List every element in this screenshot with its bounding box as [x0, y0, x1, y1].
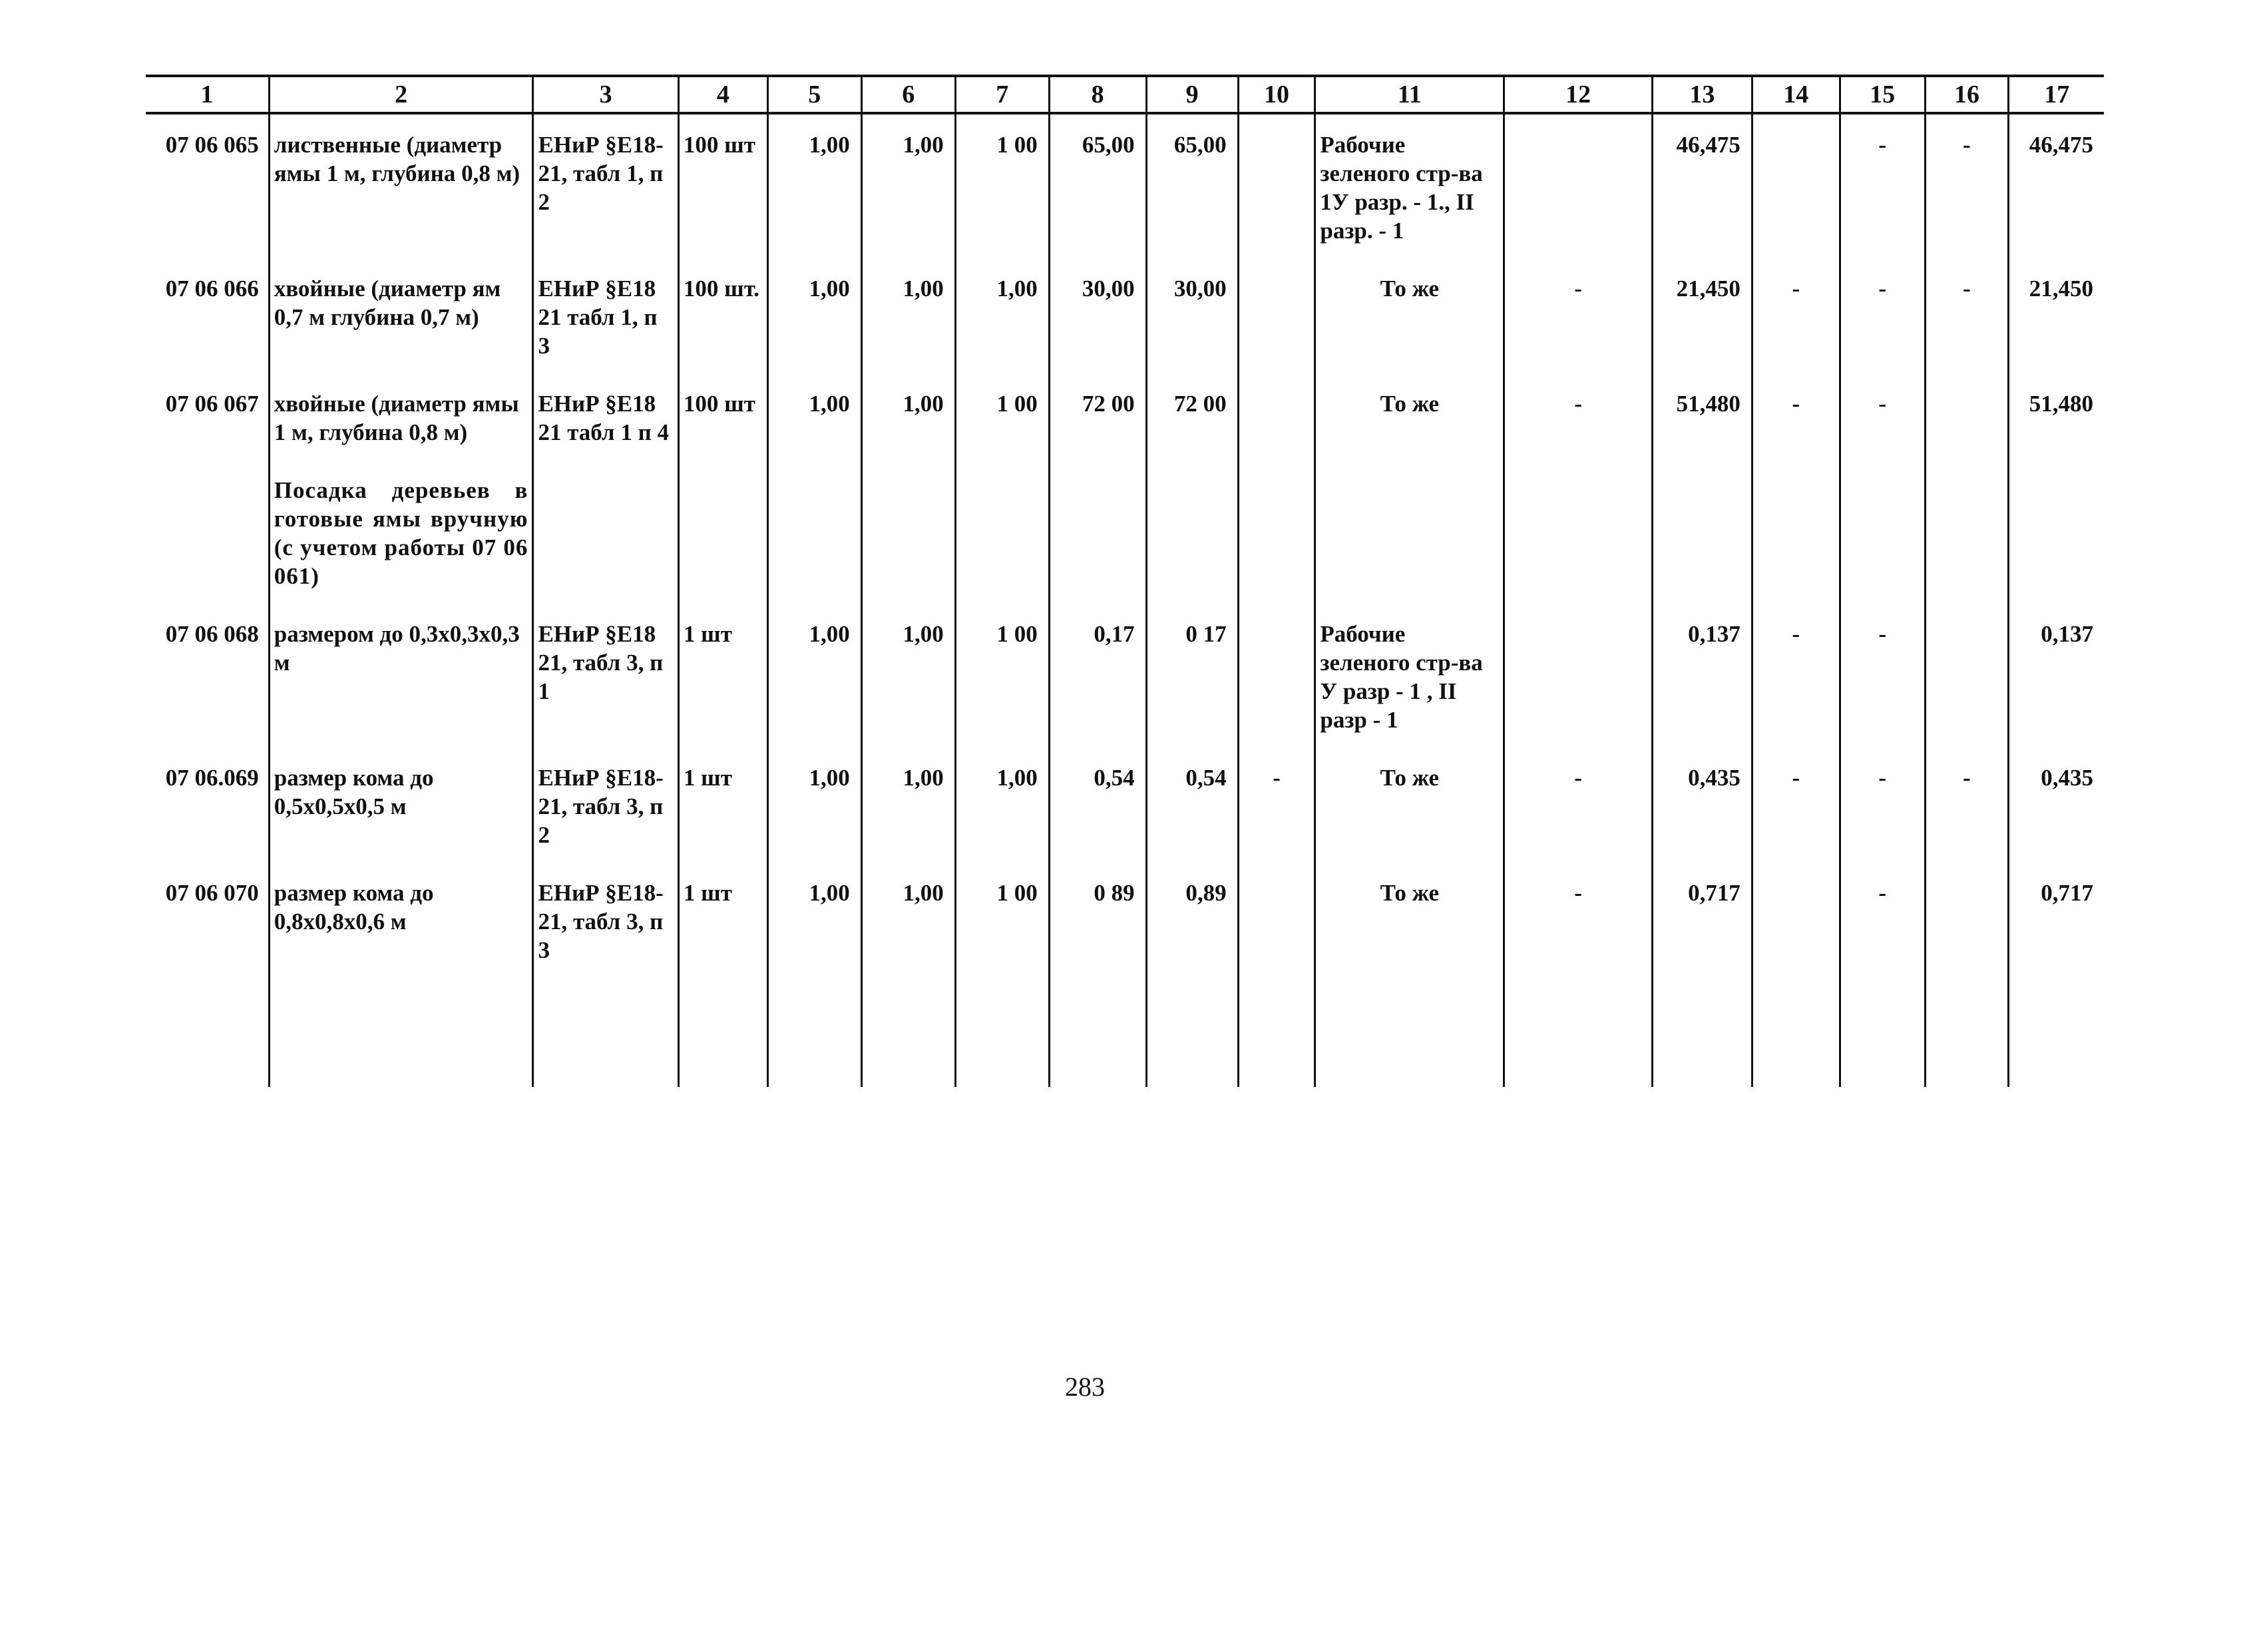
workers-cell: Рабочие зеленого стр-ва 1У разр. - 1., II разр. - 1 — [1315, 113, 1504, 258]
col-10-cell — [1238, 258, 1315, 373]
coef-5-cell — [767, 460, 861, 604]
value-8-cell: 0 89 — [1049, 863, 1146, 978]
unit-cell: 100 шт. — [678, 258, 767, 373]
filler-cell — [269, 978, 533, 1087]
norm-ref-cell: ЕНиР §Е18-21, табл 3, п 3 — [533, 863, 678, 978]
col-14-cell: - — [1752, 258, 1840, 373]
workers-cell: То же — [1315, 863, 1504, 978]
filler-cell — [1049, 978, 1146, 1087]
coef-6-cell: 1,00 — [861, 373, 955, 460]
code-cell: 07 06 068 — [165, 621, 259, 647]
column-header-6: 6 — [861, 76, 955, 113]
col-10-cell — [1238, 373, 1315, 460]
table-filler-row — [146, 978, 2104, 1087]
col-14-cell: - — [1752, 373, 1840, 460]
table-header — [146, 76, 2104, 113]
norm-ref-cell: ЕНиР §Е18 21, табл 3, п 1 — [533, 604, 678, 747]
norm-ref-cell: ЕНиР §Е18 21 табл 1, п 3 — [533, 258, 678, 373]
coef-7-cell — [955, 460, 1049, 604]
filler-cell — [1840, 978, 1925, 1087]
table-row — [146, 258, 2104, 373]
column-header-3: 3 — [533, 76, 678, 113]
coef-5-cell: 1,00 — [767, 258, 861, 373]
col-12-cell: - — [1504, 373, 1653, 460]
unit-cell: 1 шт — [678, 604, 767, 747]
code-cell: 07 06 070 — [165, 880, 259, 906]
description-cell: хвойные (диаметр ям 0,7 м глубина 0,7 м) — [269, 258, 533, 373]
workers-cell: То же — [1315, 747, 1504, 863]
filler-cell — [1652, 978, 1752, 1087]
code-cell — [146, 460, 269, 604]
description-cell: лиственные (диаметр ямы 1 м, глубина 0,8 м) — [269, 113, 533, 258]
col-16-cell: - — [1925, 113, 2009, 258]
column-header-17: 17 — [2009, 76, 2104, 113]
col-14-cell: - — [1752, 604, 1840, 747]
table-row — [146, 460, 2104, 604]
norm-ref-cell: ЕНиР §Е18-21, табл 3, п 2 — [533, 747, 678, 863]
value-8-cell: 30,00 — [1049, 258, 1146, 373]
filler-cell — [1315, 978, 1504, 1087]
unit-cell: 100 шт — [678, 113, 767, 258]
coef-5-cell: 1,00 — [767, 747, 861, 863]
description-cell: Посадка деревьев в готовые ямы вручную (с учетом работы 07 06 061) — [269, 460, 533, 604]
filler-cell — [767, 978, 861, 1087]
total-17-cell: 46,475 — [2009, 113, 2104, 258]
table-row — [146, 113, 2104, 258]
col-12-cell — [1504, 113, 1653, 258]
col-16-cell: - — [1925, 747, 2009, 863]
description-cell: хвойные (диаметр ямы 1 м, глубина 0,8 м) — [269, 373, 533, 460]
value-9-cell: 0 17 — [1146, 604, 1238, 747]
norm-ref-cell: ЕНиР §Е18 21 табл 1 п 4 — [533, 373, 678, 460]
col-12-cell: - — [1504, 863, 1653, 978]
value-13-cell — [1652, 460, 1752, 604]
total-17-cell: 51,480 — [2009, 373, 2104, 460]
col-15-cell: - — [1840, 863, 1925, 978]
col-12-cell — [1504, 460, 1653, 604]
col-12-cell — [1504, 604, 1653, 747]
column-header-9: 9 — [1146, 76, 1238, 113]
filler-cell — [955, 978, 1049, 1087]
code-cell: 07 06 067 — [165, 391, 259, 417]
col-16-cell — [1925, 863, 2009, 978]
code-cell: 07 06 066 — [165, 276, 259, 302]
value-9-cell: 0,89 — [1146, 863, 1238, 978]
column-header-13: 13 — [1652, 76, 1752, 113]
table-row — [146, 747, 2104, 863]
norm-ref-cell — [533, 460, 678, 604]
col-14-cell — [1752, 113, 1840, 258]
column-header-14: 14 — [1752, 76, 1840, 113]
col-16-cell — [1925, 460, 2009, 604]
column-header-11: 11 — [1315, 76, 1504, 113]
filler-cell — [1925, 978, 2009, 1087]
description-cell: размер кома до 0,8х0,8х0,6 м — [269, 863, 533, 978]
filler-cell — [533, 978, 678, 1087]
col-10-cell: - — [1238, 747, 1315, 863]
coef-7-cell: 1 00 — [955, 604, 1049, 747]
col-15-cell: - — [1840, 747, 1925, 863]
norm-ref-cell: ЕНиР §Е18-21, табл 1, п 2 — [533, 113, 678, 258]
col-10-cell — [1238, 863, 1315, 978]
table-row — [146, 863, 2104, 978]
column-header-5: 5 — [767, 76, 861, 113]
total-17-cell: 0,435 — [2009, 747, 2104, 863]
column-header-12: 12 — [1504, 76, 1653, 113]
value-9-cell: 0,54 — [1146, 747, 1238, 863]
coef-5-cell: 1,00 — [767, 113, 861, 258]
table-row — [146, 604, 2104, 747]
filler-cell — [861, 978, 955, 1087]
code-cell: 07 06.069 — [165, 765, 259, 791]
filler-cell — [1238, 978, 1315, 1087]
value-8-cell: 0,54 — [1049, 747, 1146, 863]
unit-cell: 1 шт — [678, 747, 767, 863]
column-header-7: 7 — [955, 76, 1049, 113]
workers-cell: То же — [1315, 373, 1504, 460]
description-cell: размером до 0,3х0,3х0,3 м — [269, 604, 533, 747]
value-13-cell: 0,435 — [1652, 747, 1752, 863]
coef-5-cell: 1,00 — [767, 604, 861, 747]
col-10-cell — [1238, 113, 1315, 258]
table-row — [146, 373, 2104, 460]
value-8-cell: 0,17 — [1049, 604, 1146, 747]
filler-cell — [678, 978, 767, 1087]
col-12-cell: - — [1504, 258, 1653, 373]
col-15-cell: - — [1840, 258, 1925, 373]
column-header-2: 2 — [269, 76, 533, 113]
total-17-cell: 0,137 — [2009, 604, 2104, 747]
coef-5-cell: 1,00 — [767, 373, 861, 460]
col-15-cell — [1840, 460, 1925, 604]
value-13-cell: 0,137 — [1652, 604, 1752, 747]
value-9-cell: 65,00 — [1146, 113, 1238, 258]
coef-5-cell: 1,00 — [767, 863, 861, 978]
column-header-10: 10 — [1238, 76, 1315, 113]
column-header-1: 1 — [146, 76, 269, 113]
filler-cell — [1504, 978, 1653, 1087]
filler-cell — [1146, 978, 1238, 1087]
coef-6-cell: 1,00 — [861, 747, 955, 863]
coef-7-cell: 1 00 — [955, 113, 1049, 258]
column-header-15: 15 — [1840, 76, 1925, 113]
column-header-8: 8 — [1049, 76, 1146, 113]
code-cell: 07 06 065 — [165, 132, 259, 158]
col-10-cell — [1238, 460, 1315, 604]
coef-6-cell: 1,00 — [861, 604, 955, 747]
coef-7-cell: 1,00 — [955, 258, 1049, 373]
description-cell: размер кома до 0,5х0,5х0,5 м — [269, 747, 533, 863]
coef-7-cell: 1 00 — [955, 373, 1049, 460]
total-17-cell: 21,450 — [2009, 258, 2104, 373]
coef-6-cell — [861, 460, 955, 604]
workers-cell: Рабочие зеленого стр-ва У разр - 1 , II разр - 1 — [1315, 604, 1504, 747]
column-header-16: 16 — [1925, 76, 2009, 113]
value-8-cell — [1049, 460, 1146, 604]
value-9-cell: 30,00 — [1146, 258, 1238, 373]
value-8-cell: 72 00 — [1049, 373, 1146, 460]
col-15-cell: - — [1840, 113, 1925, 258]
value-9-cell — [1146, 460, 1238, 604]
workers-cell — [1315, 460, 1504, 604]
filler-cell — [146, 978, 269, 1087]
col-14-cell — [1752, 863, 1840, 978]
total-17-cell — [2009, 460, 2104, 604]
table-body — [146, 113, 2104, 1087]
col-14-cell: - — [1752, 747, 1840, 863]
value-8-cell: 65,00 — [1049, 113, 1146, 258]
coef-7-cell: 1 00 — [955, 863, 1049, 978]
total-17-cell: 0,717 — [2009, 863, 2104, 978]
value-9-cell: 72 00 — [1146, 373, 1238, 460]
coef-6-cell: 1,00 — [861, 863, 955, 978]
value-13-cell: 0,717 — [1652, 863, 1752, 978]
page-number: 283 — [1065, 1372, 1105, 1402]
filler-cell — [2009, 978, 2104, 1087]
col-10-cell — [1238, 604, 1315, 747]
norms-table — [146, 75, 2104, 1087]
coef-6-cell: 1,00 — [861, 258, 955, 373]
coef-6-cell: 1,00 — [861, 113, 955, 258]
filler-cell — [1752, 978, 1840, 1087]
value-13-cell: 21,450 — [1652, 258, 1752, 373]
unit-cell — [678, 460, 767, 604]
col-15-cell: - — [1840, 373, 1925, 460]
col-16-cell — [1925, 604, 2009, 747]
column-header-4: 4 — [678, 76, 767, 113]
unit-cell: 100 шт — [678, 373, 767, 460]
workers-cell: То же — [1315, 258, 1504, 373]
col-15-cell: - — [1840, 604, 1925, 747]
value-13-cell: 46,475 — [1652, 113, 1752, 258]
unit-cell: 1 шт — [678, 863, 767, 978]
col-16-cell: - — [1925, 258, 2009, 373]
col-16-cell — [1925, 373, 2009, 460]
col-14-cell — [1752, 460, 1840, 604]
coef-7-cell: 1,00 — [955, 747, 1049, 863]
header-row — [146, 76, 2104, 113]
col-12-cell: - — [1504, 747, 1653, 863]
value-13-cell: 51,480 — [1652, 373, 1752, 460]
